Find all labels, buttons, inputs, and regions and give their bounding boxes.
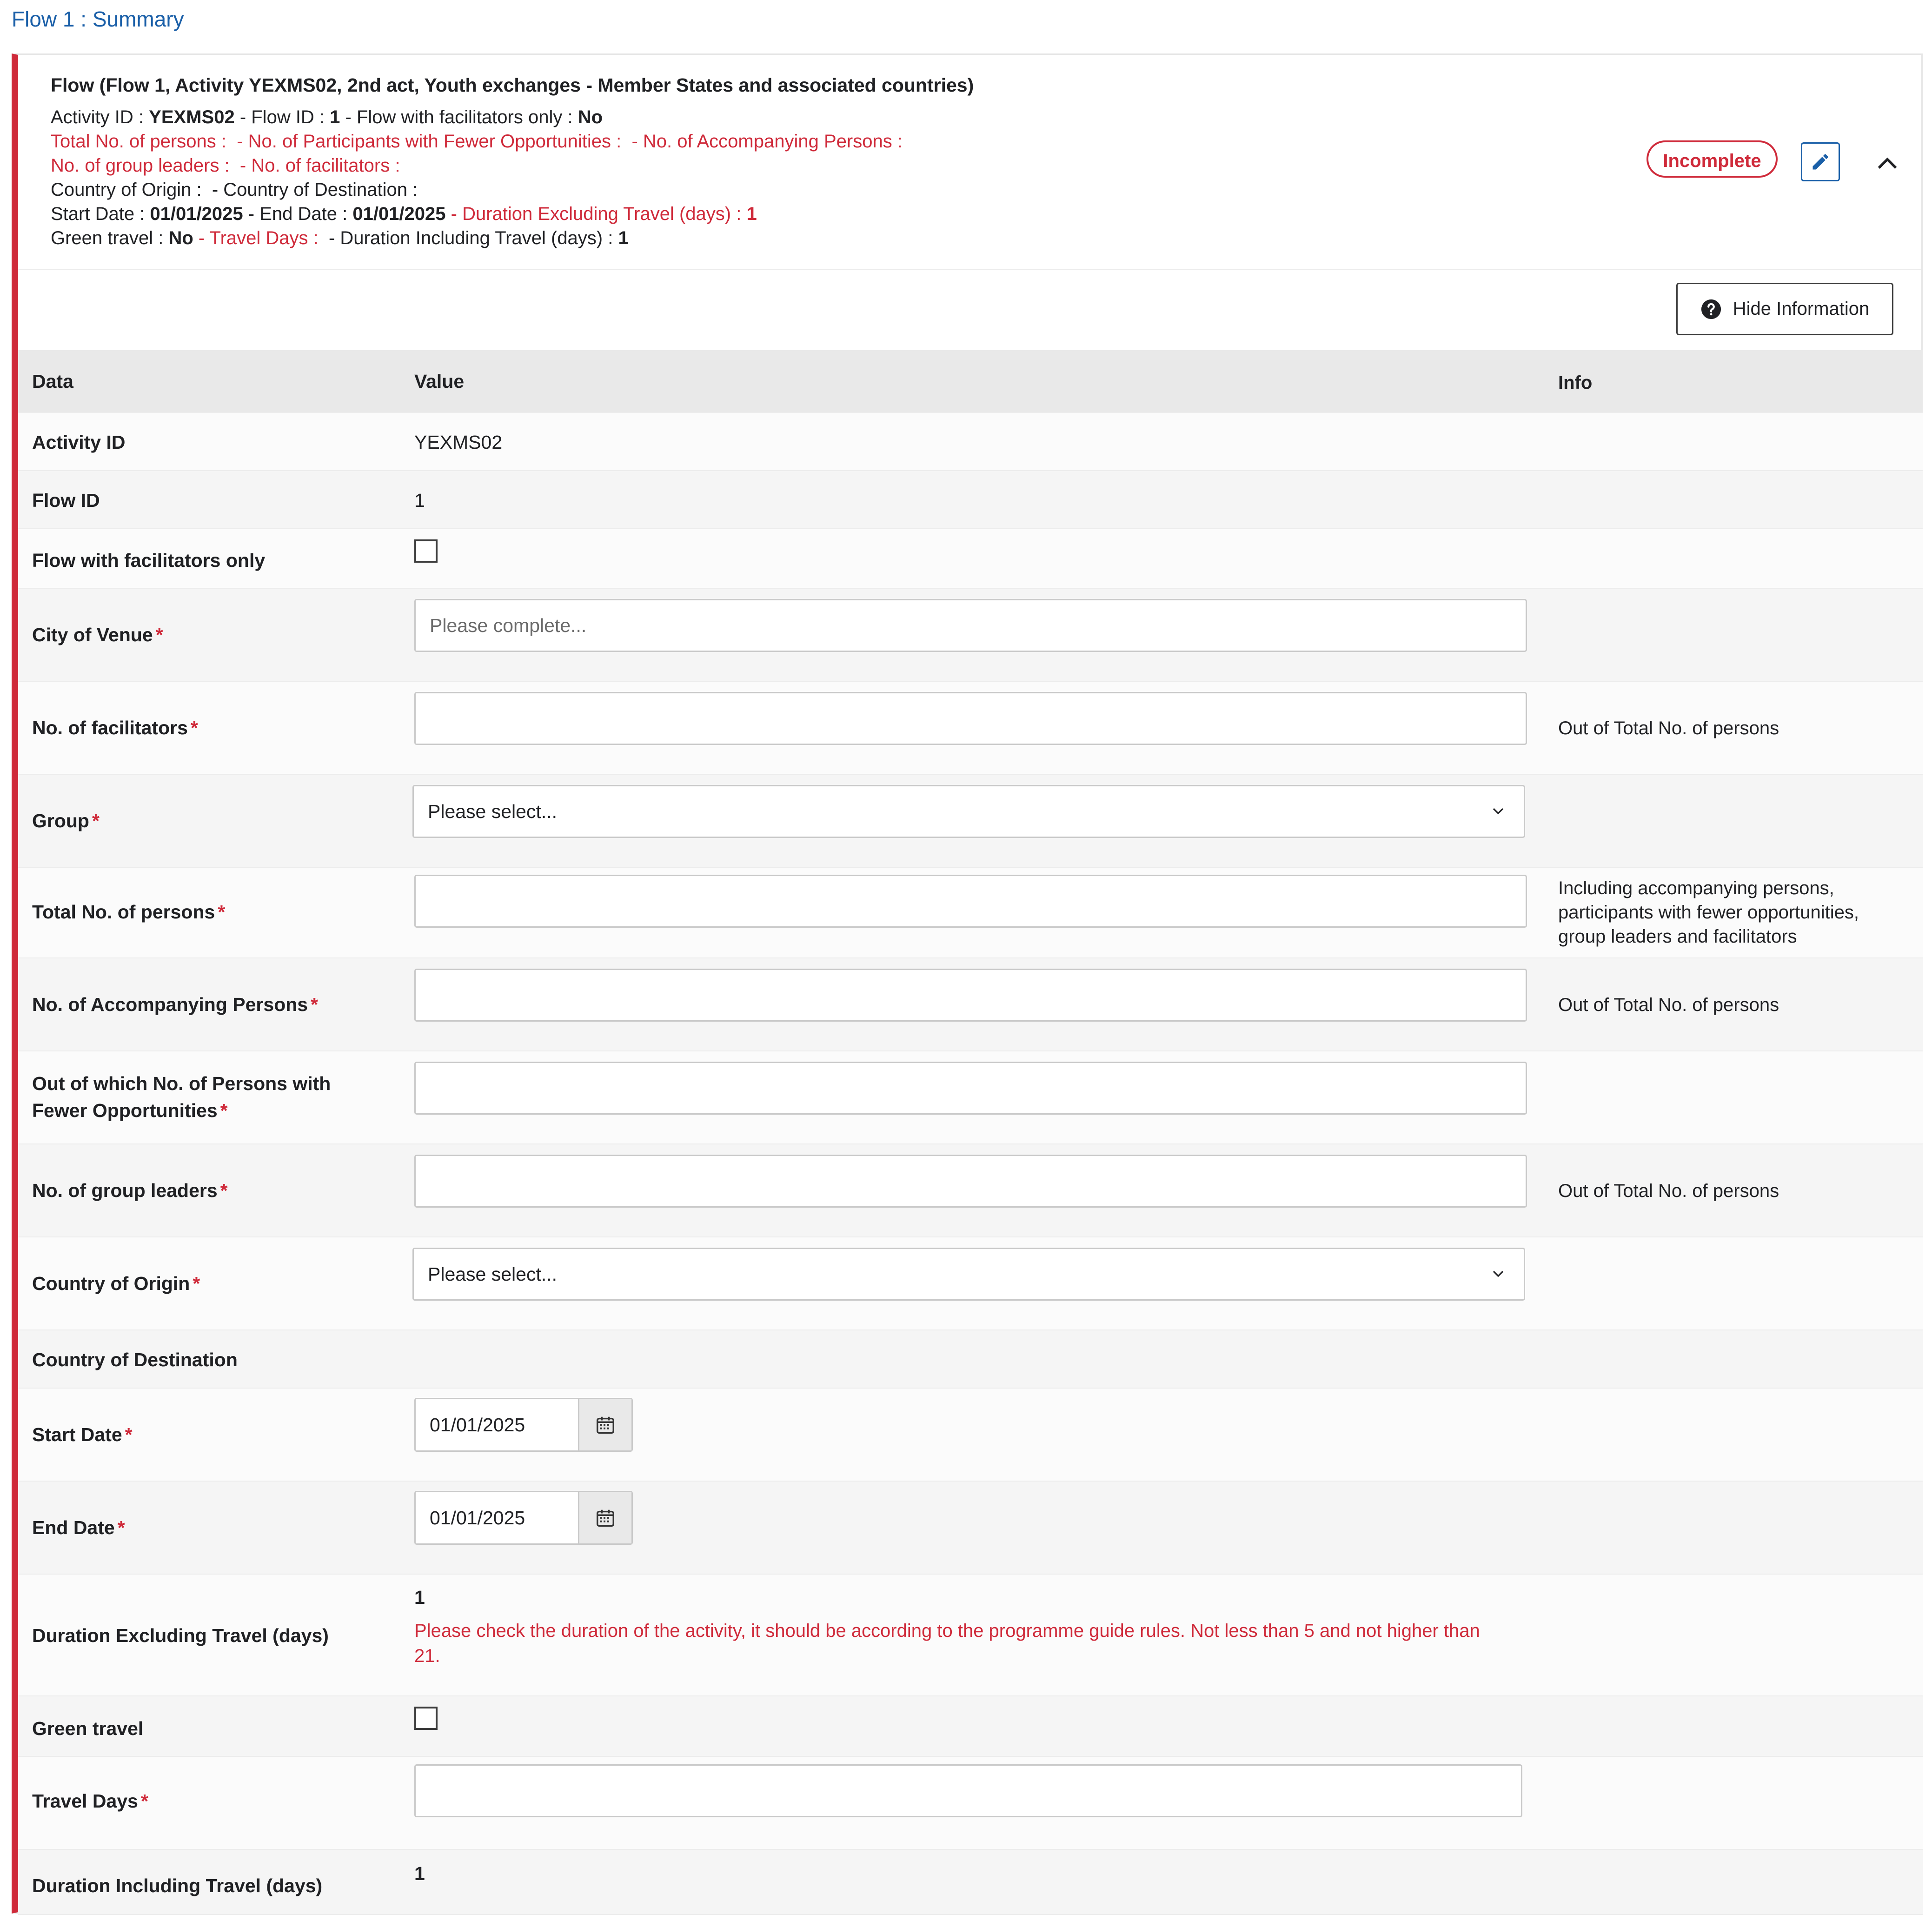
duration-excluding-value: 1 bbox=[414, 1587, 425, 1608]
table-row-destination bbox=[18, 1330, 1923, 1389]
row-label: Activity ID bbox=[32, 432, 126, 453]
question-circle-icon bbox=[1700, 299, 1722, 320]
table-row-duration-including bbox=[18, 1850, 1923, 1915]
hide-information-button[interactable] bbox=[1676, 283, 1893, 335]
col-header-info: Info bbox=[1558, 372, 1593, 393]
table-row-activity-id bbox=[18, 413, 1923, 471]
group-leaders-info: Out of Total No. of persons bbox=[1558, 1181, 1779, 1201]
table-row-total-persons bbox=[18, 868, 1923, 958]
table-row-travel-days bbox=[18, 1757, 1923, 1850]
row-label: No. of facilitators * bbox=[32, 717, 198, 738]
summary-line-travel: Green travel : No - Travel Days : - Duration Including Travel (days) : 1 bbox=[51, 228, 629, 248]
summary-line-persons: Total No. of persons : - No. of Participants with Fewer Opportunities : - No. of Accompanying Persons : bbox=[51, 131, 903, 152]
total-persons-info: Including accompanying persons, participants with fewer opportunities, group leaders and facilitators bbox=[1558, 878, 1859, 947]
collapse-button[interactable] bbox=[1869, 144, 1906, 181]
summary-line-dates: Start Date : 01/01/2025 - End Date : 01/01/2025 - Duration Excluding Travel (days) : 1 bbox=[51, 204, 757, 224]
row-label: Flow ID bbox=[32, 490, 100, 511]
row-label: City of Venue * bbox=[32, 624, 163, 645]
hide-information-label: Hide Information bbox=[1733, 299, 1870, 319]
table-row-start-date bbox=[18, 1389, 1923, 1482]
start-date-input[interactable] bbox=[414, 1398, 633, 1452]
status-badge: Incomplete bbox=[1647, 140, 1778, 178]
row-label: Out of which No. of Persons with Fewer Opportunities * bbox=[32, 1073, 331, 1121]
pencil-icon bbox=[1810, 152, 1831, 172]
table-row-duration-excluding bbox=[18, 1575, 1923, 1696]
table-row-green-travel bbox=[18, 1696, 1923, 1757]
table-row-flow-id bbox=[18, 471, 1923, 529]
summary-line-ids: Activity ID : YEXMS02 - Flow ID : 1 - Flow with facilitators only : No bbox=[51, 107, 603, 127]
col-header-data: Data bbox=[32, 371, 73, 392]
facilitators-only-checkbox[interactable] bbox=[414, 539, 438, 563]
table-row-facilitators-only bbox=[18, 529, 1923, 589]
calendar-button[interactable] bbox=[578, 1492, 631, 1543]
duration-including-value: 1 bbox=[414, 1863, 425, 1884]
edit-button[interactable] bbox=[1801, 142, 1840, 181]
facilitators-input[interactable] bbox=[414, 692, 1527, 745]
col-header-value: Value bbox=[414, 371, 465, 392]
table-row-group-leaders bbox=[18, 1144, 1923, 1237]
accompanying-input[interactable] bbox=[414, 969, 1527, 1022]
chevron-down-icon bbox=[1491, 804, 1505, 818]
activity-id-value: YEXMS02 bbox=[414, 432, 503, 453]
table-row-fewer-opportunities bbox=[18, 1051, 1923, 1144]
end-date-input[interactable] bbox=[414, 1491, 633, 1545]
calendar-icon bbox=[595, 1414, 616, 1436]
row-label: Duration Including Travel (days) bbox=[32, 1875, 323, 1896]
calendar-icon bbox=[595, 1507, 616, 1529]
city-input[interactable]: Please complete... bbox=[414, 599, 1527, 652]
accompanying-info: Out of Total No. of persons bbox=[1558, 995, 1779, 1015]
table-row-origin bbox=[18, 1237, 1923, 1330]
table-row-end-date bbox=[18, 1482, 1923, 1575]
end-date-value: 01/01/2025 bbox=[430, 1507, 525, 1529]
chevron-up-icon bbox=[1877, 156, 1898, 170]
table-row-group bbox=[18, 775, 1923, 868]
flow-card bbox=[12, 53, 1923, 1914]
flow-id-value: 1 bbox=[414, 490, 425, 511]
table-header-row bbox=[18, 350, 1923, 413]
row-label: No. of Accompanying Persons * bbox=[32, 994, 319, 1015]
breadcrumb-link[interactable]: Flow 1 : Summary bbox=[12, 7, 184, 31]
chevron-down-icon bbox=[1491, 1267, 1505, 1281]
green-travel-checkbox[interactable] bbox=[414, 1707, 438, 1730]
summary-line-leaders: No. of group leaders : - No. of facilitators : bbox=[51, 155, 400, 176]
flow-summary-header bbox=[18, 55, 1921, 270]
row-label: Country of Destination bbox=[32, 1349, 238, 1370]
fewer-opportunities-input[interactable] bbox=[414, 1062, 1527, 1115]
row-label: Duration Excluding Travel (days) bbox=[32, 1625, 329, 1646]
origin-select[interactable]: Please select... bbox=[412, 1248, 1525, 1301]
row-label: Country of Origin * bbox=[32, 1273, 200, 1294]
travel-days-input[interactable] bbox=[414, 1764, 1522, 1817]
summary-line-countries: Country of Origin : - Country of Destination : bbox=[51, 179, 418, 200]
group-leaders-input[interactable] bbox=[414, 1155, 1527, 1208]
row-label: Travel Days * bbox=[32, 1790, 148, 1812]
group-select[interactable]: Please select... bbox=[412, 785, 1525, 838]
facilitators-info: Out of Total No. of persons bbox=[1558, 718, 1779, 738]
calendar-button[interactable] bbox=[578, 1399, 631, 1450]
duration-warning: Please check the duration of the activity, it should be according to the programme guide rules. Not less than 5 and not higher than 21. bbox=[414, 1621, 1480, 1666]
table-row-accompanying bbox=[18, 958, 1923, 1051]
row-label: Start Date * bbox=[32, 1424, 133, 1445]
row-label: Green travel bbox=[32, 1718, 144, 1739]
row-label: No. of group leaders * bbox=[32, 1180, 228, 1201]
row-label: Total No. of persons * bbox=[32, 901, 226, 923]
total-persons-input[interactable] bbox=[414, 875, 1527, 928]
table-row-city bbox=[18, 589, 1923, 682]
flow-title: Flow (Flow 1, Activity YEXMS02, 2nd act, Youth exchanges - Member States and associated countries) bbox=[51, 74, 974, 96]
start-date-value: 01/01/2025 bbox=[430, 1414, 525, 1436]
row-label: Flow with facilitators only bbox=[32, 550, 266, 571]
row-label: Group * bbox=[32, 810, 100, 831]
row-label: End Date * bbox=[32, 1517, 125, 1538]
table-row-facilitators bbox=[18, 682, 1923, 775]
